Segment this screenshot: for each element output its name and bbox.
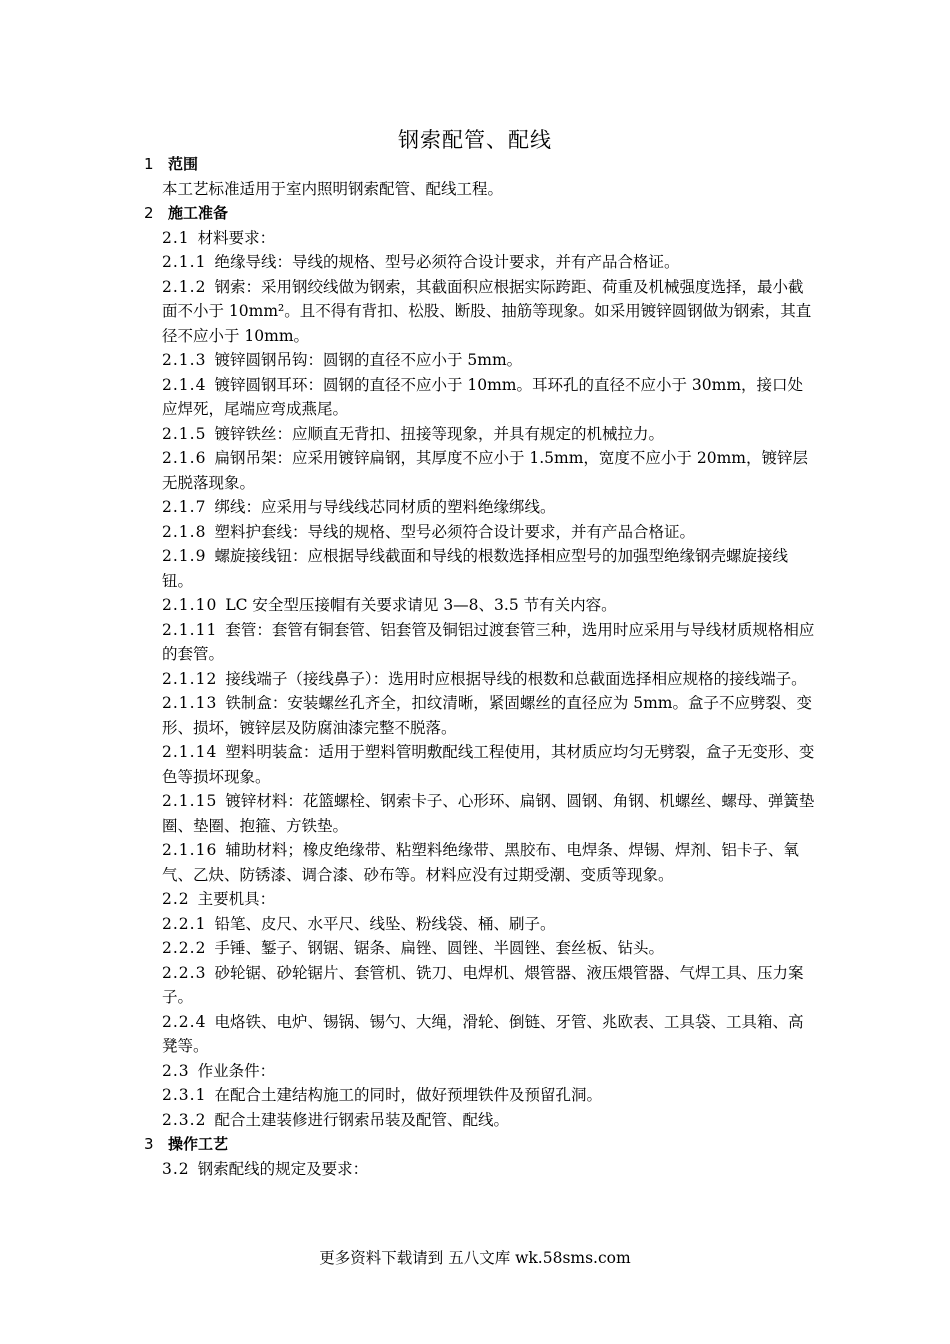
clause-paragraph xyxy=(144,275,816,349)
clause-number: 2.1.5 xyxy=(162,424,207,443)
clause-text: 电烙铁、电炉、锡锅、锡勺、大绳，滑轮、倒链、牙管、兆欧表、工具袋、工具箱、高凳等。 xyxy=(162,1012,804,1055)
clause-number: 2.1.1 xyxy=(162,253,207,271)
clause-paragraph xyxy=(144,838,816,887)
clause-number: 2.1.6 xyxy=(162,449,207,467)
clause-number: 2.1.13 xyxy=(162,694,218,712)
clause-number: 2.1.12 xyxy=(162,669,218,688)
clause-number: 3 xyxy=(144,1135,154,1153)
clause-text: 扁钢吊架：应采用镀锌扁钢，其厚度不应小于 1.5mm，宽度不应小于 20mm，镀锌层无脱落现象。 xyxy=(162,449,808,492)
clause-text: 作业条件： xyxy=(197,1061,276,1080)
clause-text: 本工艺标准适用于室内照明钢索配管、配线工程。 xyxy=(162,179,504,198)
clause-text: 镀锌铁丝：应顺直无背扣、扭接等现象，并具有规定的机械拉力。 xyxy=(214,424,664,443)
clause-text: 套管：套管有铜套管、铝套管及铜铝过渡套管三种，选用时应采用与导线材质规格相应的套管。 xyxy=(162,620,815,663)
clause-paragraph xyxy=(144,1083,816,1108)
clause-number: 2.1.8 xyxy=(162,522,207,541)
clause-number: 2.1.16 xyxy=(162,841,218,859)
clause-number: 2.1 xyxy=(162,228,190,247)
clause-text: 配合土建装修进行钢索吊装及配管、配线。 xyxy=(214,1110,509,1129)
clause-number: 2.1.11 xyxy=(162,620,218,639)
clause-number: 2 xyxy=(144,204,154,222)
clause-paragraph xyxy=(144,226,816,251)
clause-text: 辅助材料；橡皮绝缘带、粘塑料绝缘带、黑胶布、电焊条、焊锡、焊剂、铝卡子、氧气、乙炔、防锈漆、调合漆、砂布等。材料应没有过期受潮、变质等现象。 xyxy=(162,841,799,884)
clause-number: 1 xyxy=(144,155,154,173)
clause-paragraph xyxy=(144,618,816,667)
clause-text: 范围 xyxy=(168,155,199,173)
clause-paragraph xyxy=(144,1157,816,1182)
clause-number: 2.2.2 xyxy=(162,939,207,957)
clause-number: 2.1.14 xyxy=(162,743,218,761)
clause-number: 2.3 xyxy=(162,1061,190,1080)
clause-paragraph xyxy=(144,348,816,373)
clause-number: 2.2.4 xyxy=(162,1012,207,1031)
document-title: 钢索配管、配线 xyxy=(398,128,552,152)
clause-number: 2.1.10 xyxy=(162,596,218,614)
clause-paragraph xyxy=(144,691,816,740)
clause-paragraph xyxy=(144,544,816,593)
clause-paragraph xyxy=(144,1108,816,1133)
clause-text: 镀锌材料：花篮螺栓、钢索卡子、心形环、扁钢、圆钢、角钢、机螺丝、螺母、弹簧垫圈、垫圈、抱箍、方铁垫。 xyxy=(162,792,815,835)
clause-text: 塑料护套线：导线的规格、型号必须符合设计要求，并有产品合格证。 xyxy=(214,522,695,541)
clause-text: LC 安全型压接帽有关要求请见 3—8、3.5 节有关内容。 xyxy=(225,596,617,614)
section-heading xyxy=(144,152,816,177)
clause-paragraph xyxy=(144,593,816,618)
clause-number: 2.1.2 xyxy=(162,277,207,296)
clause-number: 2.1.7 xyxy=(162,498,207,516)
clause-paragraph xyxy=(144,912,816,937)
clause-number: 3.2 xyxy=(162,1159,190,1178)
clause-number: 2.1.4 xyxy=(162,375,207,394)
clause-number: 2.1.3 xyxy=(162,351,207,369)
clause-text: 镀锌圆钢耳环：圆钢的直径不应小于 10mm。耳环孔的直径不应小于 30mm，接口处应焊死，尾端应弯成燕尾。 xyxy=(162,375,804,418)
clause-number: 2.2 xyxy=(162,890,190,908)
clause-text: 施工准备 xyxy=(168,204,229,222)
clause-number: 2.3.2 xyxy=(162,1110,207,1129)
clause-number: 2.1.15 xyxy=(162,792,218,810)
clause-paragraph xyxy=(144,1059,816,1084)
clause-paragraph xyxy=(144,422,816,447)
section-heading xyxy=(144,1132,816,1157)
clause-text: 绑线：应采用与导线线芯同材质的塑料绝缘绑线。 xyxy=(214,498,556,516)
clause-text: 主要机具： xyxy=(197,890,276,908)
clause-paragraph xyxy=(144,373,816,422)
clause-text: 铅笔、皮尺、水平尺、线坠、粉线袋、桶、刷子。 xyxy=(214,914,556,933)
clause-paragraph xyxy=(144,520,816,545)
clause-text: 操作工艺 xyxy=(168,1135,229,1153)
clause-text: 镀锌圆钢吊钩：圆钢的直径不应小于 5mm。 xyxy=(214,351,523,369)
clause-number: 2.2.3 xyxy=(162,963,207,982)
clause-text: 砂轮锯、砂轮锯片、套管机、铣刀、电焊机、煨管器、液压煨管器、气焊工具、压力案子。 xyxy=(162,963,804,1006)
clause-paragraph xyxy=(144,667,816,692)
clause-text: 螺旋接线钮：应根据导线截面和导线的根数选择相应型号的加强型绝缘钢壳螺旋接线钮。 xyxy=(162,547,788,590)
clause-text: 手锤、錾子、钢锯、锯条、扁锉、圆锉、半圆锉、套丝板、钻头。 xyxy=(214,939,664,957)
clause-paragraph xyxy=(144,936,816,961)
document-body xyxy=(144,152,816,1181)
clause-text: 钢索配线的规定及要求： xyxy=(197,1159,369,1178)
section-heading xyxy=(144,201,816,226)
clause-paragraph xyxy=(144,495,816,520)
clause-paragraph xyxy=(144,887,816,912)
footer-text: 更多资料下载请到 五八文库 wk.58sms.com xyxy=(319,1249,631,1267)
clause-number: 2.3.1 xyxy=(162,1086,207,1104)
clause-paragraph xyxy=(144,789,816,838)
clause-text: 铁制盒：安装螺丝孔齐全，扣纹清晰，紧固螺丝的直径应为 5mm。盒子不应劈裂、变形、损坏，镀锌层及防腐油漆完整不脱落。 xyxy=(162,694,812,737)
clause-paragraph xyxy=(144,740,816,789)
clause-text: 塑料明装盒：适用于塑料管明敷配线工程使用，其材质应均匀无劈裂，盒子无变形、变色等损坏现象。 xyxy=(162,743,815,786)
clause-text: 绝缘导线：导线的规格、型号必须符合设计要求，并有产品合格证。 xyxy=(214,253,680,271)
clause-number: 2.2.1 xyxy=(162,914,207,933)
clause-number: 2.1.9 xyxy=(162,547,207,565)
clause-text: 钢索：采用钢绞线做为钢索，其截面积应根据实际跨距、荷重及机械强度选择，最小截面不小于 10mm²。且不得有背扣、松股、断股、抽筋等现象。如采用镀锌圆钢做为钢索，其直径不应小于 10mm。 xyxy=(162,277,812,345)
clause-text: 在配合土建结构施工的同时，做好预埋铁件及预留孔洞。 xyxy=(214,1086,602,1104)
clause-paragraph xyxy=(144,250,816,275)
clause-text: 接线端子（接线鼻子）：选用时应根据导线的根数和总截面选择相应规格的接线端子。 xyxy=(225,669,807,688)
clause-text: 材料要求： xyxy=(197,228,276,247)
clause-paragraph xyxy=(144,1010,816,1059)
body-paragraph xyxy=(144,177,816,202)
clause-paragraph xyxy=(144,446,816,495)
clause-paragraph xyxy=(144,961,816,1010)
